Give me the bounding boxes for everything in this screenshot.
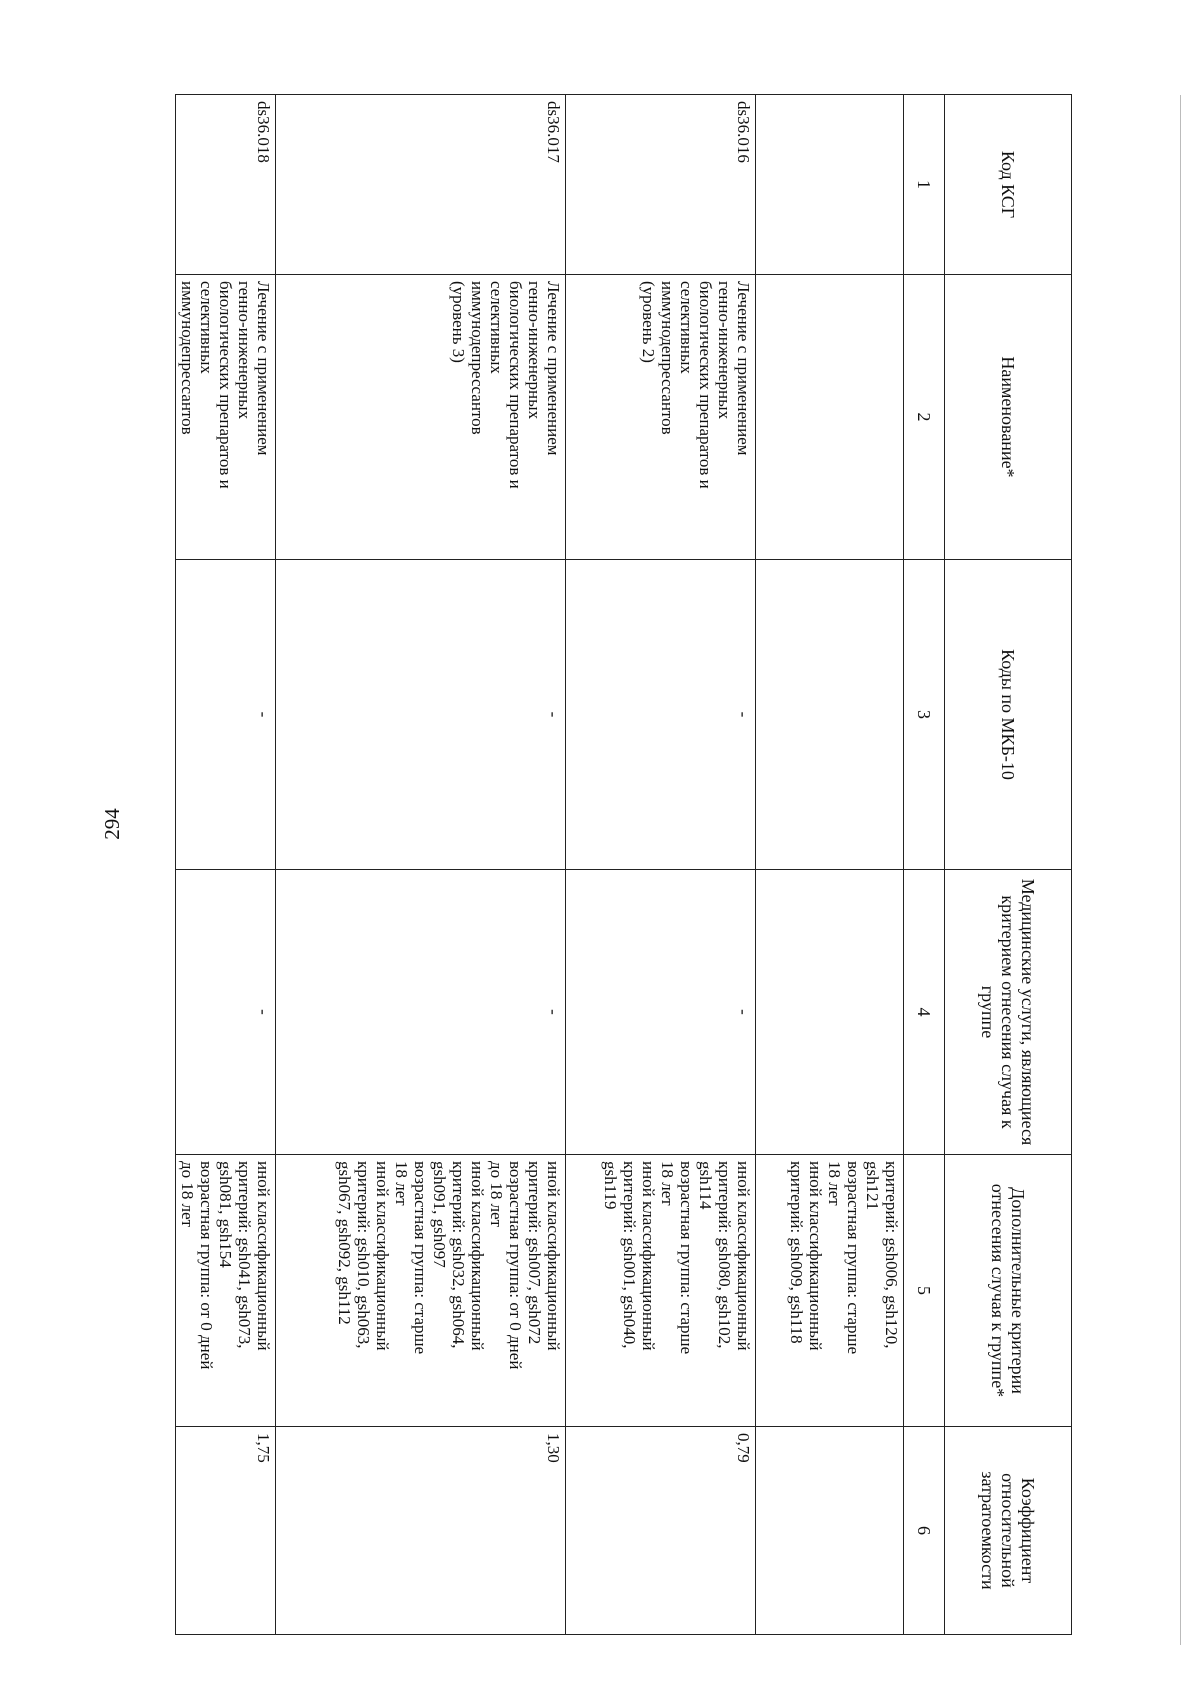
header-services: Медицинские услуги, являющиеся критерием отнесения случая к группе (945, 870, 1072, 1155)
name-line: селективных (487, 281, 506, 374)
name-line: биологических препаратов и (696, 281, 715, 489)
name-cell (756, 275, 904, 560)
header-coefficient: Коэффициент относительной затратоемкости (945, 1427, 1072, 1635)
table-row (756, 95, 904, 1635)
name-line: генно-инженерных (715, 281, 734, 420)
column-number: 4 (904, 870, 945, 1155)
ksg-table (175, 94, 1072, 1635)
coefficient-cell (176, 1427, 276, 1635)
criteria-line: критерий: gsh010, gsh063, (354, 1161, 373, 1349)
name-line: Лечение с применением (254, 281, 273, 456)
table-row (276, 95, 566, 1635)
criteria-line: 18 лет (825, 1161, 844, 1206)
services-value: - (254, 1009, 273, 1015)
column-number-row (904, 95, 945, 1635)
mkb-value: - (254, 711, 273, 718)
criteria-cell (176, 1155, 276, 1427)
mkb-value: - (544, 711, 563, 718)
ksg-code-cell (276, 95, 566, 275)
coefficient-value: 1,75 (254, 1433, 273, 1463)
criteria-line: критерий: gsh032, gsh064, (449, 1161, 468, 1349)
criteria-line: возрастная группа: старше (844, 1161, 863, 1355)
mkb-codes-cell (276, 560, 566, 870)
criteria-cell (276, 1155, 566, 1427)
services-cell (276, 870, 566, 1155)
name-line: генно-инженерных (525, 281, 544, 420)
name-line: Лечение с применением (734, 281, 753, 456)
ksg-code-value: ds36.017 (544, 101, 563, 163)
criteria-line: критерий: gsh080, gsh102, (715, 1161, 734, 1349)
services-cell (566, 870, 756, 1155)
criteria-line: иной классификационный (254, 1161, 273, 1351)
name-line: генно-инженерных (235, 281, 254, 420)
ksg-code-value: ds36.018 (254, 101, 273, 163)
name-line: иммунодепрессантов (658, 281, 677, 435)
criteria-line: критерий: gsh007, gsh072 (525, 1161, 544, 1345)
criteria-line: иной классификационный (639, 1161, 658, 1351)
criteria-line: критерий: gsh006, gsh120, (882, 1161, 901, 1349)
ksg-code-cell (176, 95, 276, 275)
criteria-line: возрастная группа: от 0 дней (197, 1161, 216, 1370)
criteria-line: gsh121 (863, 1161, 882, 1211)
column-number: 1 (904, 95, 945, 275)
name-cell (566, 275, 756, 560)
column-number: 6 (904, 1427, 945, 1635)
column-number: 2 (904, 275, 945, 560)
criteria-line: иной классификационный (468, 1161, 487, 1351)
mkb-value: - (734, 711, 753, 718)
criteria-line: gsh114 (696, 1161, 715, 1210)
criteria-line: иной классификационный (734, 1161, 753, 1351)
criteria-line: критерий: gsh001, gsh040, (620, 1161, 639, 1349)
criteria-line: до 18 лет (487, 1161, 506, 1228)
header-mkb: Коды по МКБ-10 (945, 560, 1072, 870)
criteria-line: 18 лет (658, 1161, 677, 1206)
name-line: иммунодепрессантов (178, 281, 197, 435)
mkb-codes-cell (756, 560, 904, 870)
criteria-line: критерий: gsh009, gsh118 (787, 1161, 806, 1344)
name-cell (176, 275, 276, 560)
table-row (566, 95, 756, 1635)
criteria-line: gsh067, gsh092, gsh112 (335, 1161, 354, 1325)
header-criteria: Дополнительные критерии отнесения случая к группе* (945, 1155, 1072, 1427)
name-line: биологических препаратов и (506, 281, 525, 489)
coefficient-cell (756, 1427, 904, 1635)
name-line: селективных (677, 281, 696, 374)
mkb-codes-cell (566, 560, 756, 870)
criteria-line: критерий: gsh041, gsh073, (235, 1161, 254, 1349)
name-cell (276, 275, 566, 560)
services-cell (176, 870, 276, 1155)
name-line: иммунодепрессантов (468, 281, 487, 435)
header-code: Код КСГ (945, 95, 1072, 275)
scan-edge-line (1180, 95, 1181, 1645)
mkb-codes-cell (176, 560, 276, 870)
coefficient-cell (276, 1427, 566, 1635)
criteria-line: gsh119 (601, 1161, 620, 1210)
table-row (176, 95, 276, 1635)
criteria-cell (756, 1155, 904, 1427)
rotated-table-container (147, 94, 1072, 1634)
column-number: 3 (904, 560, 945, 870)
services-cell (756, 870, 904, 1155)
criteria-line: иной классификационный (373, 1161, 392, 1351)
criteria-line: иной классификационный (806, 1161, 825, 1351)
criteria-line: иной классификационный (544, 1161, 563, 1351)
coefficient-value: 1,30 (544, 1433, 563, 1463)
criteria-line: возрастная группа: старше (677, 1161, 696, 1355)
ksg-code-cell (566, 95, 756, 275)
criteria-line: возрастная группа: от 0 дней (506, 1161, 525, 1370)
name-line: (уровень 2) (639, 281, 658, 363)
name-line: биологических препаратов и (216, 281, 235, 489)
criteria-line: возрастная группа: старше (411, 1161, 430, 1355)
header-name: Наименование* (945, 275, 1072, 560)
criteria-cell (566, 1155, 756, 1427)
header-row (945, 95, 1072, 1635)
page-number: 294 (100, 808, 124, 840)
criteria-line: gsh091, gsh097 (430, 1161, 449, 1268)
criteria-line: до 18 лет (178, 1161, 197, 1228)
name-line: селективных (197, 281, 216, 374)
name-line: Лечение с применением (544, 281, 563, 456)
name-line: (уровень 3) (449, 281, 468, 363)
coefficient-value: 0,79 (734, 1433, 753, 1463)
column-number: 5 (904, 1155, 945, 1427)
services-value: - (544, 1009, 563, 1015)
criteria-line: 18 лет (392, 1161, 411, 1206)
ksg-code-cell (756, 95, 904, 275)
services-value: - (734, 1009, 753, 1015)
coefficient-cell (566, 1427, 756, 1635)
criteria-line: gsh081, gsh154 (216, 1161, 235, 1268)
ksg-code-value: ds36.016 (734, 101, 753, 163)
